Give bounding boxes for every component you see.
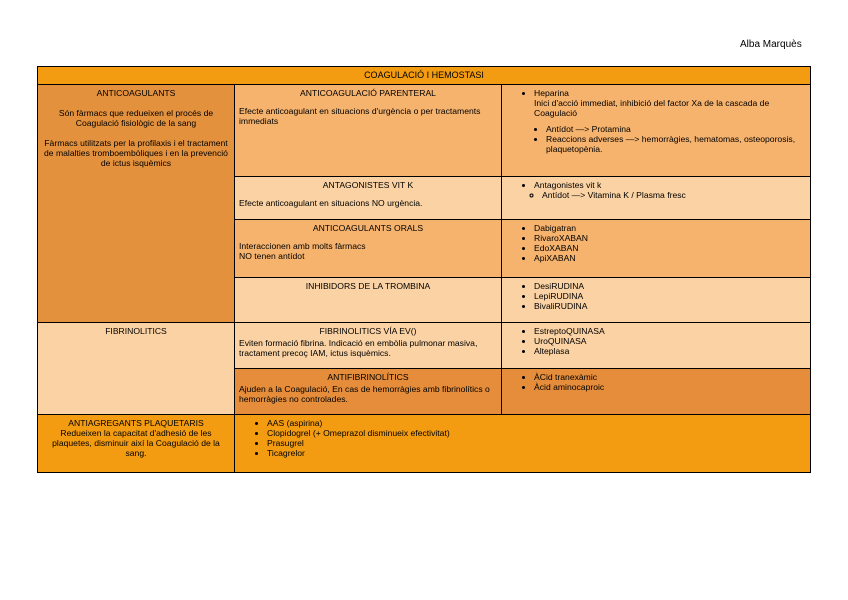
trombina-drugs xyxy=(502,277,811,322)
antiagregants-desc: Redueixen la capacitat d'adhesió de les plaquetes, disminuir així la Coagulació de la sang. xyxy=(52,427,220,459)
vitk-drugs xyxy=(502,176,811,219)
table-row xyxy=(38,84,811,176)
orals-desc-1: Interaccionen amb molts fàrmacs xyxy=(239,240,366,251)
fibrinolitics-heading: FIBRINOLITICS xyxy=(105,325,167,336)
antifibrinolitics-heading: ANTIFIBRINOLÍTICS xyxy=(327,371,409,382)
list-item: • Reaccions adverses —> hemorràgies, hematomas, osteoporosis, plaquetopènia. xyxy=(546,134,806,154)
fibrinolitics-ev-heading: FIBRINOLITICS VÍA EV() xyxy=(319,325,417,336)
antifibrinolitics-drugs xyxy=(502,368,811,414)
author-name: Alba Marquès xyxy=(740,39,802,50)
list-item: • BivaliRUDINA xyxy=(534,301,806,311)
vitk-cell xyxy=(235,176,502,219)
parenteral-cell xyxy=(235,84,502,176)
anticoagulants-desc: Són fàrmacs que redueixen el procés de Coagulació fisiològic de la sang xyxy=(58,107,214,128)
antifibrinolitics-cell xyxy=(235,368,502,414)
list-item: • AAS (aspirina) xyxy=(267,418,806,428)
vitk-heading: ANTAGONISTES VIT K xyxy=(322,179,414,190)
parenteral-heading: ANTICOAGULACIÓ PARENTERAL xyxy=(300,87,436,98)
trombina-heading: INHIBIDORS DE LA TROMBINA xyxy=(305,280,431,291)
list-item: • Clopidogrel (+ Omeprazol disminueix efectivitat) xyxy=(267,428,806,438)
list-item: • Antídot —> Protamina xyxy=(546,124,806,134)
heparina-name: Heparina xyxy=(534,87,569,98)
list-item: • Prasugrel xyxy=(267,438,806,448)
list-item: • UroQUINASA xyxy=(534,336,806,346)
anticoagulants-heading: ANTICOAGULANTS xyxy=(96,87,176,98)
parenteral-desc: Efecte anticoagulant en situacions d'urgència o per tractaments immediats xyxy=(239,105,481,126)
antifibrinolitics-desc: Ajuden a la Coagulació, En cas de hemorràgies amb fibrinolítics o hemorràgies no controlades. xyxy=(239,383,490,404)
list-item: • ÀCid tranexàmic xyxy=(534,372,806,382)
orals-desc-2: NO tenen antídot xyxy=(239,250,305,261)
list-item: • RivaroXABAN xyxy=(534,233,806,243)
anticoagulants-use: Fàrmacs utilitzats per la profilaxis i el tractament de malalties tromboembòliques i en la prevenció de ictus isquèmics xyxy=(44,138,228,169)
fibrinolitics-group xyxy=(38,322,235,414)
vitk-desc: Efecte anticoagulant en situacions NO urgència. xyxy=(239,197,423,208)
list-item: • Àcid aminocaproic xyxy=(534,382,806,392)
list-item: • EdoXABAN xyxy=(534,243,806,253)
antiagregants-drugs xyxy=(235,414,811,472)
fibrinolitics-ev-drugs xyxy=(502,322,811,368)
title-row xyxy=(38,67,811,85)
antiagregants-heading: ANTIAGREGANTS PLAQUETARIS xyxy=(68,417,204,428)
list-item: • LepiRUDINA xyxy=(534,291,806,301)
anticoagulants-group xyxy=(38,84,235,322)
table-row xyxy=(38,322,811,368)
antiagregants-group xyxy=(38,414,235,472)
coagulation-table xyxy=(37,66,811,473)
list-item: • EstreptoQUINASA xyxy=(534,326,806,336)
orals-drugs xyxy=(502,219,811,277)
parenteral-drugs xyxy=(502,84,811,176)
list-item: • DesiRUDINA xyxy=(534,281,806,291)
table-title: COAGULACIÓ I HEMOSTASI xyxy=(38,67,811,85)
heparina-desc: Inici d'acció immediat, inhibició del factor Xa de la cascada de Coagulació xyxy=(534,97,770,118)
orals-cell xyxy=(235,219,502,277)
list-item: • Antagonistes vit k xyxy=(534,180,806,190)
fibrinolitics-ev-desc: Eviten formació fibrina. Indicació en embòlia pulmonar masiva, tractament precoç IAM, ictus isquèmics. xyxy=(239,337,478,358)
list-item: • Dabigatran xyxy=(534,223,806,233)
table-row xyxy=(38,414,811,472)
trombina-cell xyxy=(235,277,502,322)
list-item: ◦ Antídot —> Vitamina K / Plasma fresc xyxy=(542,190,806,200)
list-item: • ApiXABAN xyxy=(534,253,806,263)
list-item xyxy=(534,88,806,118)
list-item: • Alteplasa xyxy=(534,346,806,356)
fibrinolitics-ev-cell xyxy=(235,322,502,368)
list-item: • Ticagrelor xyxy=(267,448,806,458)
orals-heading: ANTICOAGULANTS ORALS xyxy=(312,222,424,233)
